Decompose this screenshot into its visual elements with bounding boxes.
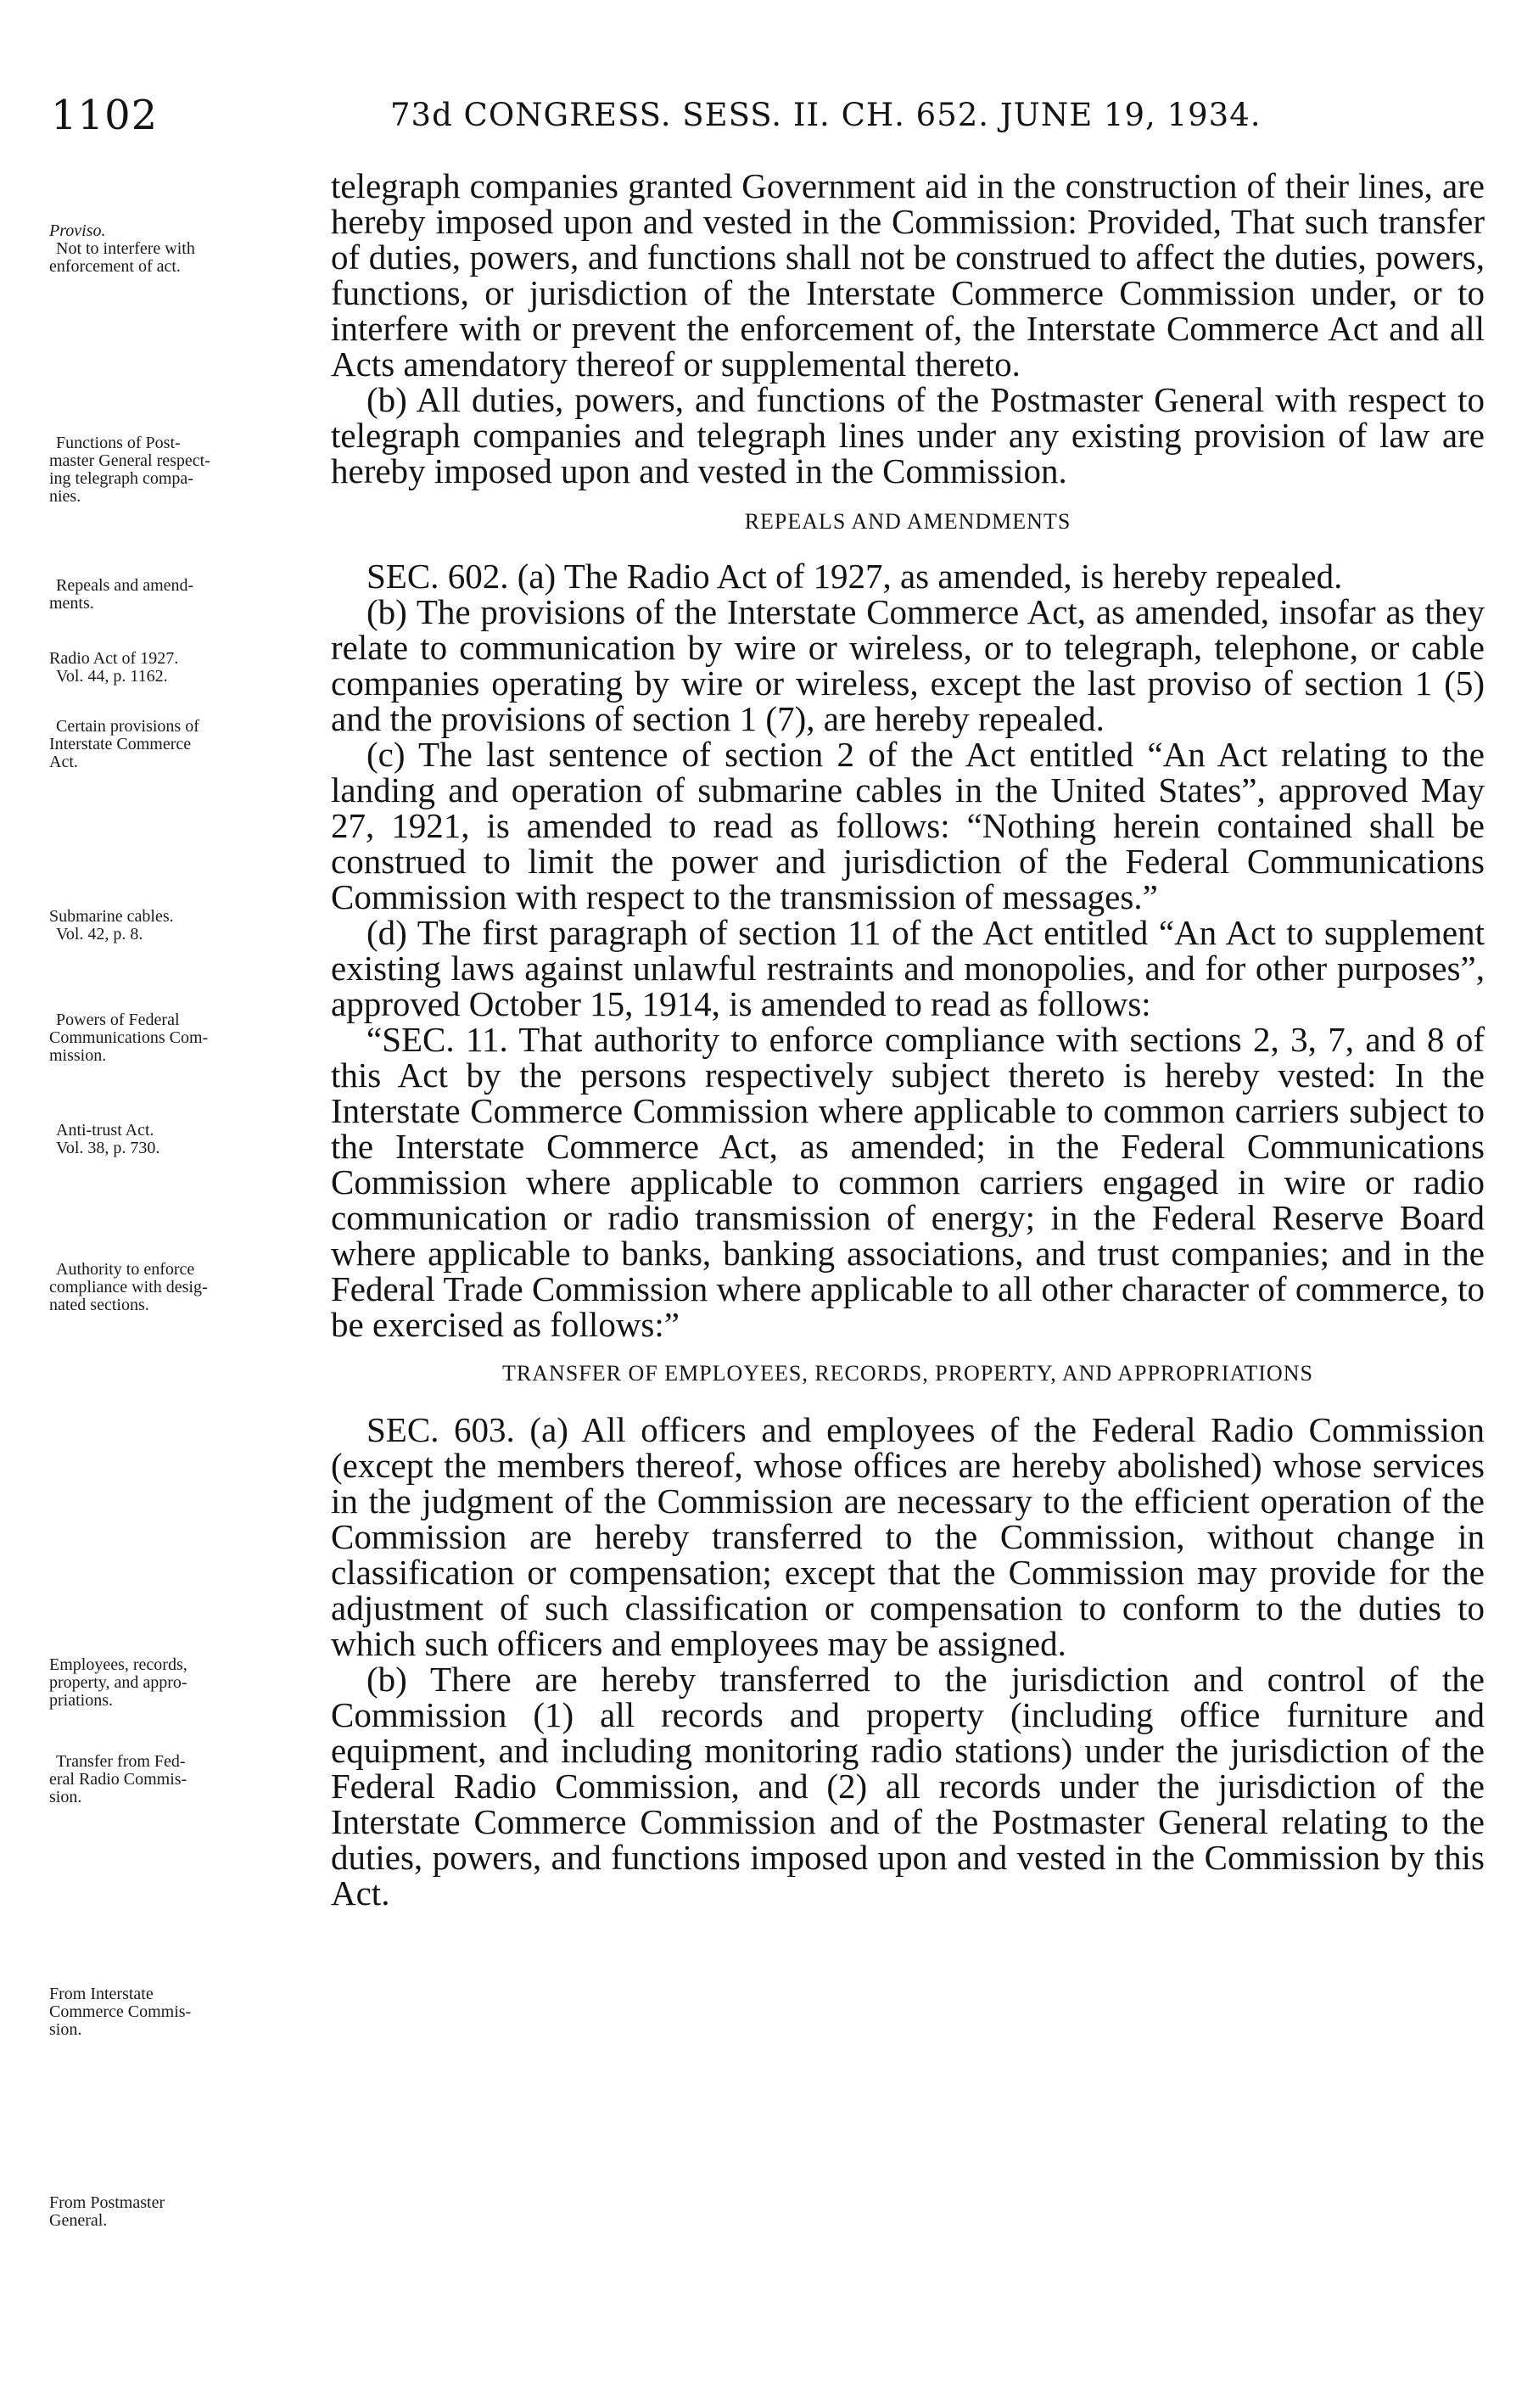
section-heading-repeals: REPEALS AND AMENDMENTS <box>744 509 1071 534</box>
margin-note-anti-trust: Anti-trust Act. Vol. 38, p. 730. <box>56 1121 160 1157</box>
paragraph-postmaster-duties: (b) All duties, powers, and functions of the Postmaster General with respect to telegraph companies and telegraph lines under any existing provision of law are hereby imposed upon and vested in the Commission. <box>331 380 1485 490</box>
page-header <box>51 92 1482 143</box>
margin-note-fcc-powers: Powers of Federal Communications Com- mission. <box>49 1011 209 1065</box>
paragraph-sec-603-a: SEC. 603. (a) All officers and employees of the Federal Radio Commission (except the members thereof, whose offices are hereby abolished) whose services in the judgment of the Commission are necessary to the efficient operation of the Commission are hereby transferred to the Commission, without change in classification or compensation; except that the Commission may provide for the adjustment of such classification or compensation to conform to the duties to which such officers and employees may be assigned. <box>331 1410 1485 1663</box>
paragraph-sec-602-b: (b) The provisions of the Interstate Commerce Act, as amended, insofar as they relate to communication by wire or wireless, or to telegraph, telephone, or cable companies operating by wire or wireless, except the last proviso of section 1 (5) and the provisions of section 1 (7), are hereby repealed. <box>331 592 1485 738</box>
paragraph-continuation: telegraph companies granted Government aid in the construction of their lines, are hereby imposed upon and vested in the Commission: Provided, That such transfer of duties, powers, and functions shall not be construed to affect the duties, powers, functions, or jurisdiction of the Interstate Commerce Commission under, or to interfere with or prevent the enforcement of, the Interstate Commerce Act and all Acts amendatory thereof or supplemental thereto. <box>331 166 1485 384</box>
paragraph-sec-602-d: (d) The first paragraph of section 11 of the Act entitled “An Act to supplement existing laws against unlawful restraints and monopolies, and for other purposes”, approved October 15, 1914, is amended to read as follows: <box>331 913 1485 1023</box>
margin-note-from-postmaster: From Postmaster General. <box>49 2193 165 2230</box>
paragraph-sec-602-a: SEC. 602. (a) The Radio Act of 1927, as amended, is hereby repealed. <box>366 557 1343 596</box>
section-heading-transfer: TRANSFER OF EMPLOYEES, RECORDS, PROPERTY, AND APPROPRIATIONS <box>502 1361 1313 1386</box>
margin-note-submarine-cables: Submarine cables. Vol. 42, p. 8. <box>49 907 174 944</box>
margin-note-authority-enforce: Authority to enforce compliance with desig- nated sections. <box>49 1260 208 1314</box>
margin-note-from-icc: From Interstate Commerce Commis- sion. <box>49 1985 192 2039</box>
margin-note-radio-act: Radio Act of 1927. Vol. 44, p. 1162. <box>49 649 179 686</box>
paragraph-sec-11-quoted: “SEC. 11. That authority to enforce compliance with sections 2, 3, 7, and 8 of this Act by the persons respectively subject thereto is hereby vested: In the Interstate Commerce Commission where applicable to common carriers subject to the Interstate Commerce Act, as amended; in the Federal Communications Commission where applicable to common carriers engaged in wire or radio communication or radio transmission of energy; in the Federal Reserve Board where applicable to banks, banking associations, and trust companies; and in the Federal Trade Commission where applicable to all other character of commerce, to be exercised as follows:” <box>331 1020 1485 1344</box>
body-text <box>331 168 1485 1911</box>
margin-note-proviso: Proviso. Not to interfere with enforcement of act. <box>49 221 195 276</box>
margin-note-interstate-commerce: Certain provisions of Interstate Commerce Act. <box>49 717 199 771</box>
margin-note-employees-records: Employees, records, property, and appro- priations. <box>49 1655 187 1710</box>
margin-note-repeals: Repeals and amend- ments. <box>49 576 194 613</box>
running-head: 73d CONGRESS. SESS. II. CH. 652. JUNE 19, 1934. <box>390 97 1262 133</box>
page-number: 1102 <box>51 92 159 139</box>
margin-note-transfer-frc: Transfer from Fed- eral Radio Commis- sion. <box>49 1752 187 1806</box>
paragraph-sec-602-c: (c) The last sentence of section 2 of the Act entitled “An Act relating to the landing and operation of submarine cables in the United States”, approved May 27, 1921, is amended to read as follows: “Nothing herein contained shall be construed to limit the power and jurisdiction of the Federal Communications Commission with respect to the transmission of messages.” <box>331 735 1485 916</box>
margin-note-postmaster-functions: Functions of Post- master General respect- ing telegraph compa- nies. <box>49 434 210 506</box>
paragraph-sec-603-b: (b) There are hereby transferred to the jurisdiction and control of the Commission (1) all records and property (including office furniture and equipment, and including monitoring radio stations) under the jurisdiction of the Federal Radio Commission, and (2) all records under the jurisdiction of the Interstate Commerce Commission and of the Postmaster General relating to the duties, powers, and functions imposed upon and vested in the Commission by this Act. <box>331 1660 1485 1912</box>
